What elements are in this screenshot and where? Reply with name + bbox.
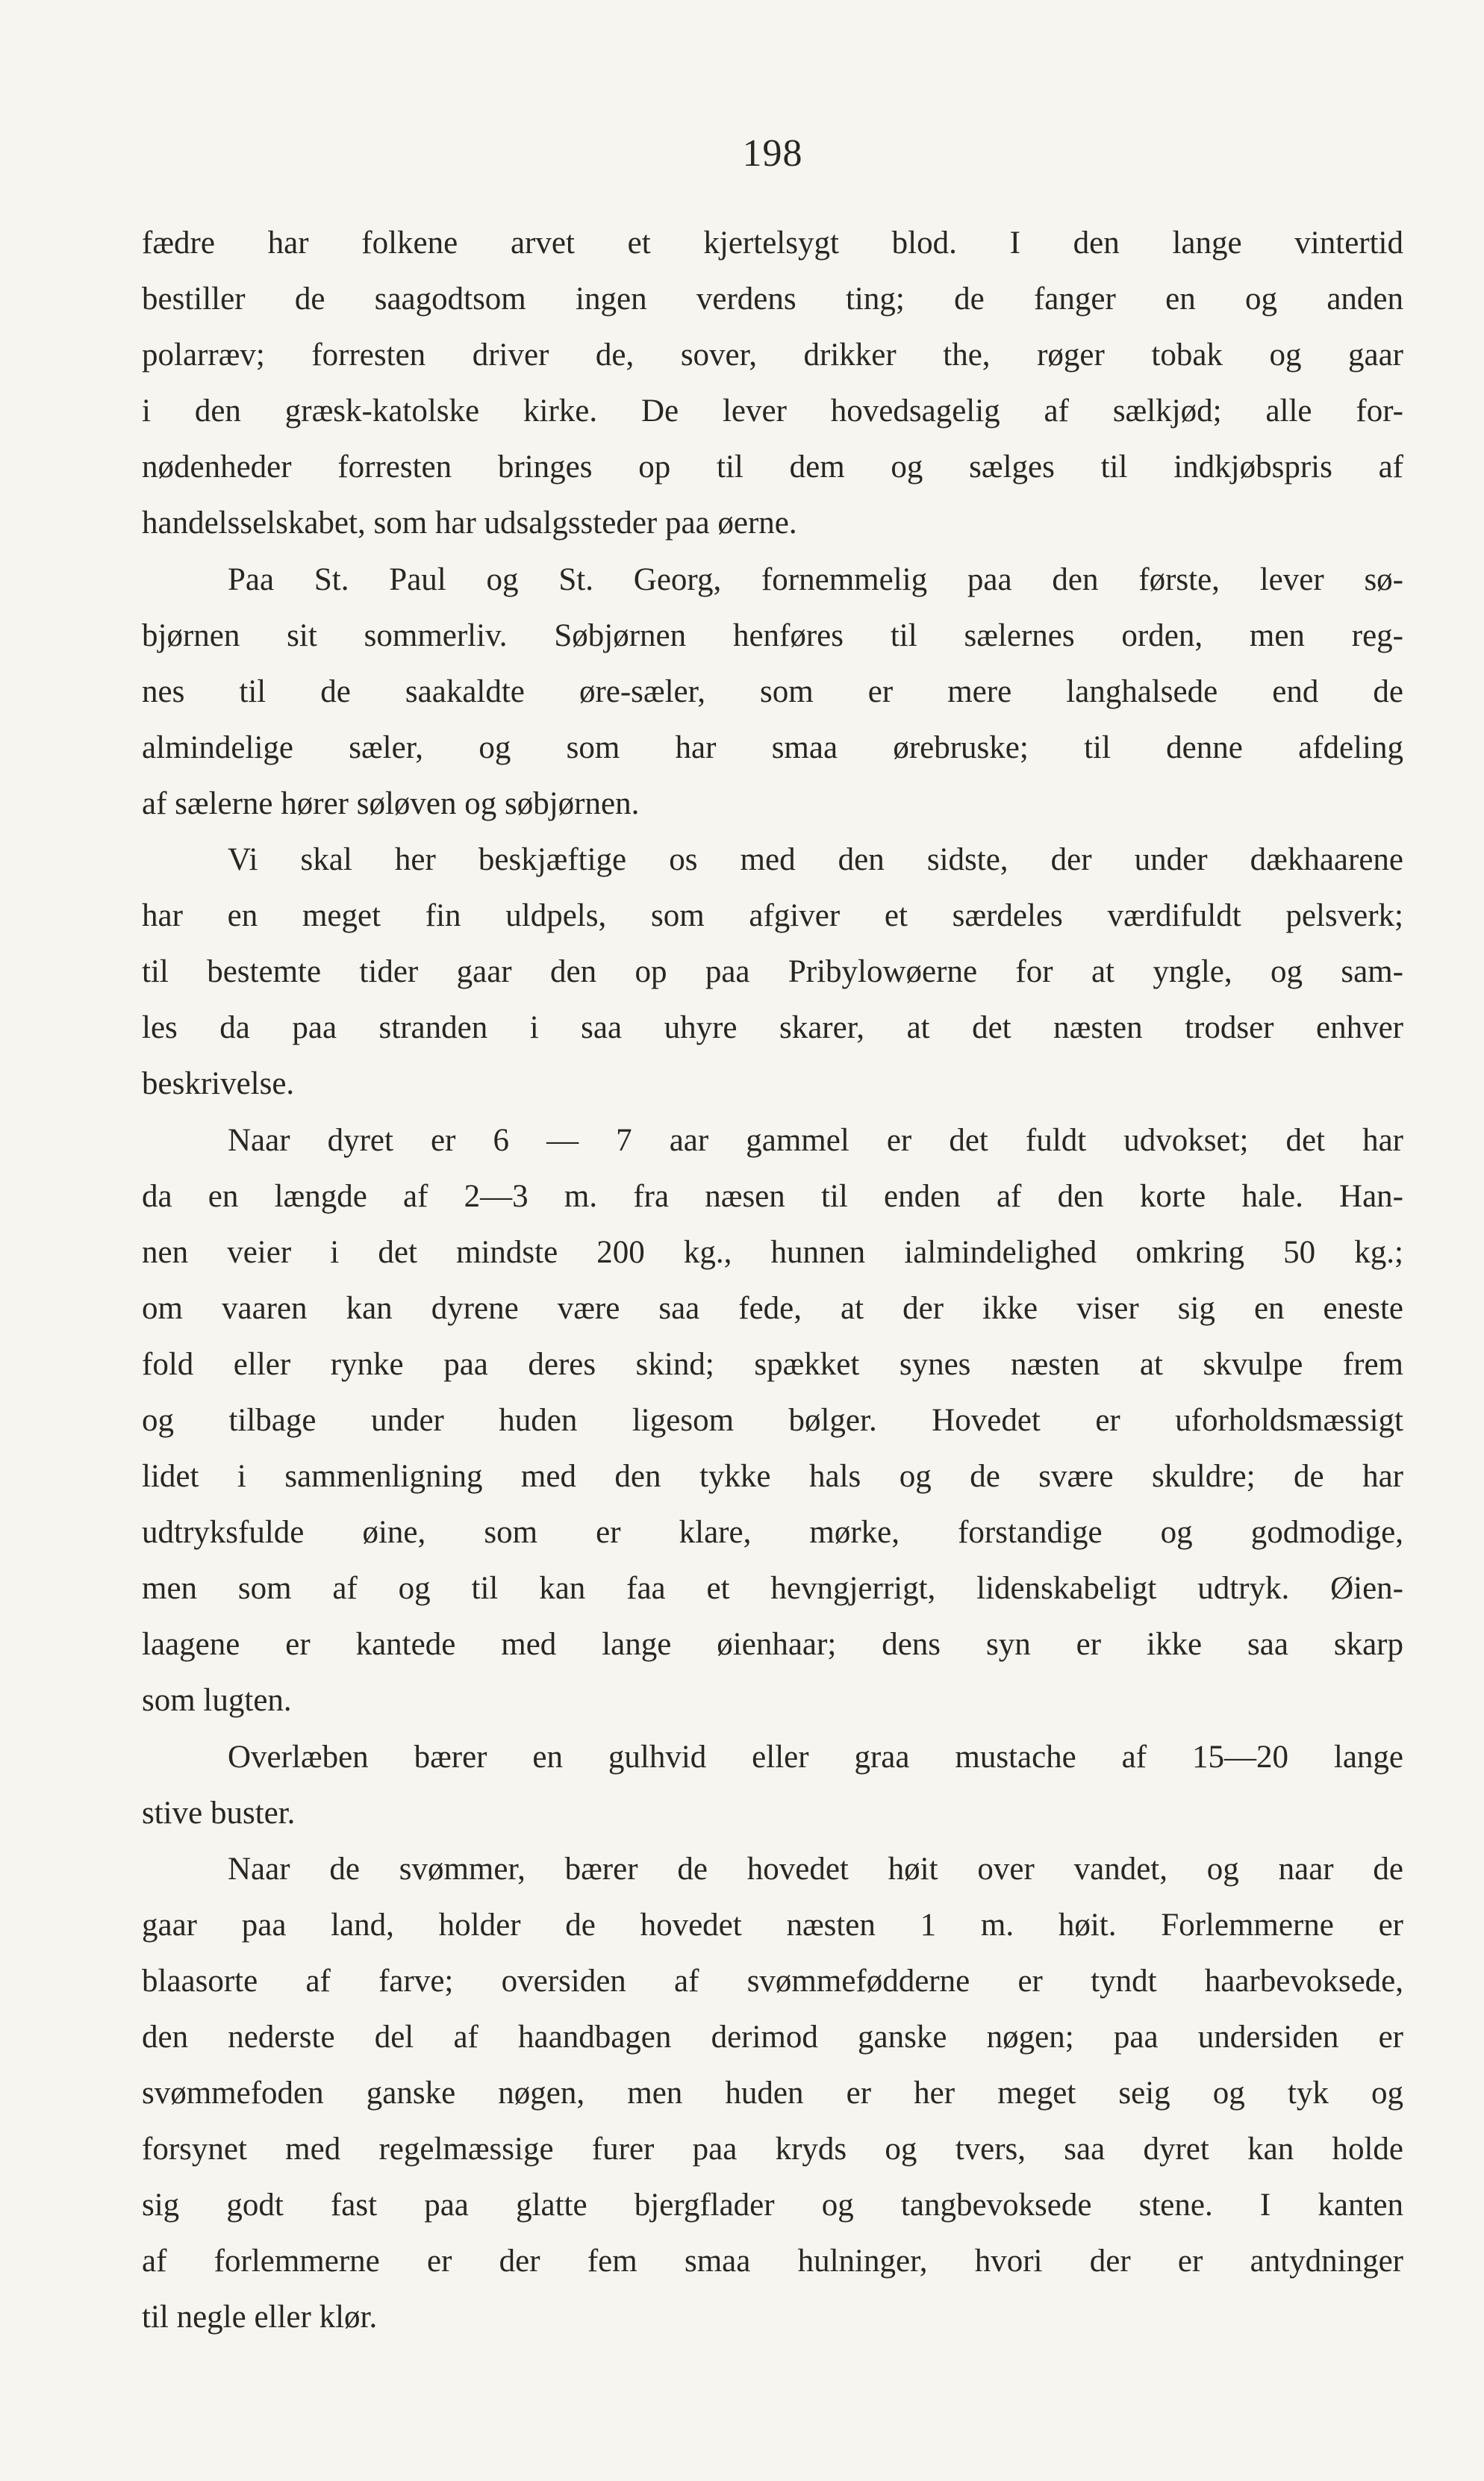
text-line: blaasorte af farve; oversiden af svømmefødderne er tyndt haarbevoksede, [142,1963,1403,1999]
text-line: har en meget fin uldpels, som afgiver et særdeles værdifuldt pelsverk; [142,898,1403,934]
text-line: Vi skal her beskjæftige os med den sidste, der under dækhaarene [228,842,1403,878]
text-line: Paa St. Paul og St. Georg, fornemmelig paa den første, lever sø- [228,561,1403,597]
text-line: Overlæben bærer en gulhvid eller graa mustache af 15—20 lange [228,1739,1403,1775]
text-line: beskrivelse. [142,1066,295,1102]
page-number: 198 [742,132,803,175]
text-line: sig godt fast paa glatte bjergflader og tangbevoksede stene. I kanten [142,2188,1403,2223]
text-line: fold eller rynke paa deres skind; spækket synes næsten at skvulpe frem [142,1346,1403,1382]
text-line: til negle eller klør. [142,2300,378,2335]
text-line: nen veier i det mindste 200 kg., hunnen ialmindelighed omkring 50 kg.; [142,1234,1403,1270]
text-line: til bestemte tider gaar den op paa Pribylowøerne for at yngle, og sam- [142,954,1403,990]
text-line: nødenheder forresten bringes op til dem og sælges til indkjøbspris af [142,449,1403,485]
text-line: nes til de saakaldte øre-sæler, som er mere langhalsede end de [142,673,1403,709]
text-line: svømmefoden ganske nøgen, men huden er her meget seig og tyk og [142,2076,1403,2111]
text-line: polarræv; forresten driver de, sover, drikker the, røger tobak og gaar [142,337,1403,373]
text-line: og tilbage under huden ligesom bølger. Hovedet er uforholdsmæssigt [142,1402,1403,1438]
text-line: Naar dyret er 6 — 7 aar gammel er det fuldt udvokset; det har [228,1122,1403,1158]
text-line: af sælerne hører søløven og søbjørnen. [142,785,640,821]
text-line: som lugten. [142,1683,292,1719]
text-line: handelsselskabet, som har udsalgssteder paa øerne. [142,505,797,541]
text-line: om vaaren kan dyrene være saa fede, at der ikke viser sig en eneste [142,1290,1403,1326]
body-text [142,215,1403,2346]
text-line: les da paa stranden i saa uhyre skarer, at det næsten trodser enhver [142,1010,1403,1046]
text-line: almindelige sæler, og som har smaa ørebruske; til denne afdeling [142,729,1403,765]
text-line: laagene er kantede med lange øienhaar; dens syn er ikke saa skarp [142,1627,1403,1663]
text-line: af forlemmerne er der fem smaa hulninger, hvori der er antydninger [142,2244,1403,2279]
text-line: lidet i sammenligning med den tykke hals og de svære skuldre; de har [142,1459,1403,1495]
text-line: da en længde af 2—3 m. fra næsen til enden af den korte hale. Han- [142,1178,1403,1214]
text-line: Naar de svømmer, bærer de hovedet høit over vandet, og naar de [228,1851,1403,1887]
text-line: udtryksfulde øine, som er klare, mørke, forstandige og godmodige, [142,1515,1403,1551]
text-line: gaar paa land, holder de hovedet næsten 1 m. høit. Forlemmerne er [142,1907,1403,1943]
text-line: men som af og til kan faa et hevngjerrigt, lidenskabeligt udtryk. Øien- [142,1571,1403,1607]
text-line: forsynet med regelmæssige furer paa kryds og tvers, saa dyret kan holde [142,2132,1403,2167]
text-line: i den græsk-katolske kirke. De lever hovedsagelig af sælkjød; alle for- [142,393,1403,429]
text-line: bestiller de saagodtsom ingen verdens ting; de fanger en og anden [142,281,1403,317]
text-line: bjørnen sit sommerliv. Søbjørnen henføres til sælernes orden, men reg- [142,617,1403,653]
text-line: stive buster. [142,1795,296,1831]
text-line: den nederste del af haandbagen derimod ganske nøgen; paa undersiden er [142,2020,1403,2055]
text-line: fædre har folkene arvet et kjertelsygt blod. I den lange vintertid [142,225,1403,261]
